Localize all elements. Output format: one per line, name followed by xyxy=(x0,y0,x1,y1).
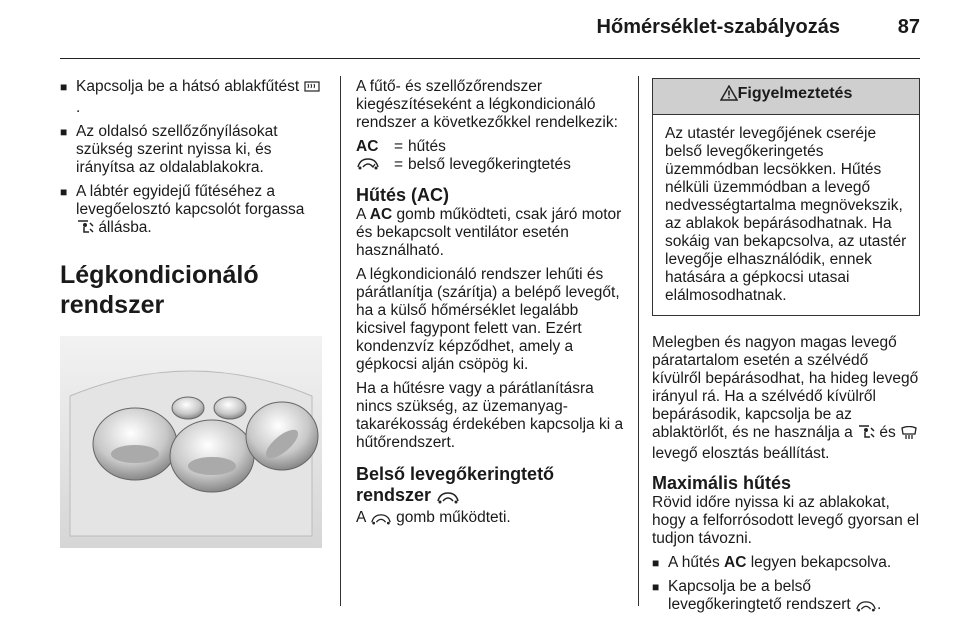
column-middle xyxy=(356,78,628,536)
column-right xyxy=(652,78,920,623)
cooling-title: Hűtés (AC) xyxy=(356,185,449,205)
ac-label: AC xyxy=(724,554,747,571)
text: A xyxy=(356,206,366,223)
climate-control-photo xyxy=(60,336,322,548)
recirculation-paragraph xyxy=(356,509,628,530)
text: gomb működteti, csak járó motor és bekapcsolt ventilátor esetén használható. xyxy=(356,206,622,259)
definition-value: belső levegőkeringtetés xyxy=(408,156,571,173)
column-divider-1 xyxy=(340,76,341,606)
definition-key: AC xyxy=(356,138,379,155)
list-item xyxy=(60,78,320,117)
page-header-title: Hőmérséklet-szabályozás xyxy=(596,16,840,38)
control-panel-illustration xyxy=(60,336,322,548)
defrost-windshield-icon xyxy=(900,426,918,445)
list-item-text: Az oldalsó szellőzőnyílásokat szükség szerint nyissa ki, és irányítsa az oldalablakokra. xyxy=(76,123,278,176)
max-cooling-paragraph: Rövid időre nyissa ki az ablakokat, hogy a felforrósodott levegő gyorsan el tudjon távozni. xyxy=(652,494,920,547)
list-item xyxy=(652,578,920,617)
text: gomb működteti. xyxy=(396,509,511,526)
definition-row xyxy=(356,156,628,175)
text: Kapcsolja be a belső levegőkeringtető rendszert xyxy=(668,578,851,613)
text: A xyxy=(356,509,366,526)
text: Melegben és nagyon magas levegő páratartalom esetén a szélvédő kívülről bepárásodhat, ha hideg levegő irányul rá. Ha a szélvédő kívülről bepárásodik, kapcsolja be az ablaktörlőt, és ne használja a xyxy=(652,334,919,441)
warning-box xyxy=(652,78,920,316)
text: . xyxy=(876,596,882,613)
definition-equals: = xyxy=(394,156,404,173)
page-number: 87 xyxy=(897,16,920,38)
fogging-paragraph xyxy=(652,334,920,463)
intro-paragraph: A fűtő- és szellőzőrendszer kiegészítéseként a légkondicionáló rendszer a következőkkel rendelkezik: xyxy=(356,78,618,131)
max-cooling-title: Maximális hűtés xyxy=(652,473,792,493)
text: legyen bekapcsolva. xyxy=(750,554,892,571)
warning-body: Az utastér levegőjének cseréje belső levegőkeringetés üzemmódban lecsökken. Hűtés nélküli üzemmódban a levegő nedvességtartalma megnövekszik, az ablakok bepárásodhatnak. Ha sokáig van bekapcsolva, az utastér levegője elhasználódik, ennek hatására a gépkocsi utasai elálmosodhatnak. xyxy=(665,125,907,304)
bullet-list xyxy=(60,78,320,240)
list-item-suffix: . xyxy=(76,99,81,116)
text: levegő elosztás beállítást. xyxy=(652,445,830,462)
air-distribution-windshield-footwell-icon xyxy=(76,219,94,240)
list-item xyxy=(60,183,320,240)
recirculation-title xyxy=(356,464,628,509)
bullet-list xyxy=(652,554,920,617)
definition-row xyxy=(356,138,628,156)
list-item xyxy=(652,554,920,572)
text: A hűtés xyxy=(668,554,720,571)
recirculation-icon xyxy=(436,488,460,509)
column-left xyxy=(60,78,320,548)
column-divider-2 xyxy=(638,76,639,606)
cooling-paragraph-2: A légkondicionáló rendszer lehűti és párátlanítja (szárítja) a belépő levegőt, ha a külső hőmérséklet legalább kicsivel fagypont felett van. Ezért kondenzvíz képződhet, amely a gépkocsi alján csöpög ki. xyxy=(356,266,620,373)
recirculation-icon xyxy=(855,599,877,617)
warning-header xyxy=(653,79,919,115)
definition-equals: = xyxy=(394,138,404,155)
list-item-suffix: állásba. xyxy=(98,219,152,236)
definition-value: hűtés xyxy=(408,138,446,155)
recirculation-icon xyxy=(370,512,392,530)
list-item-text: Kapcsolja be a hátsó ablakfűtést xyxy=(76,78,300,95)
recirculation-title-text: Belső levegőkeringtető rendszer xyxy=(356,464,555,505)
recirculation-icon xyxy=(356,156,394,175)
cooling-paragraph-3: Ha a hűtésre vagy a párátlanításra nincs szükség, az üzemanyag-takarékosság érdekében kapcsolja ki a hűtőrendszert. xyxy=(356,380,624,451)
warning-title: Figyelmeztetés xyxy=(737,85,853,102)
list-item xyxy=(60,123,320,177)
cooling-paragraph-1 xyxy=(356,206,628,260)
header-rule xyxy=(60,58,920,59)
text: és xyxy=(879,424,896,441)
section-title: Légkondicionáló rendszer xyxy=(60,261,259,319)
air-distribution-windshield-footwell-icon xyxy=(857,424,875,445)
rear-window-heater-icon xyxy=(304,80,320,99)
ac-label: AC xyxy=(369,206,393,223)
list-item-text: A lábtér egyidejű fűtéséhez a levegőelosztó kapcsolót forgassa xyxy=(76,183,305,218)
warning-triangle-icon xyxy=(720,85,738,106)
